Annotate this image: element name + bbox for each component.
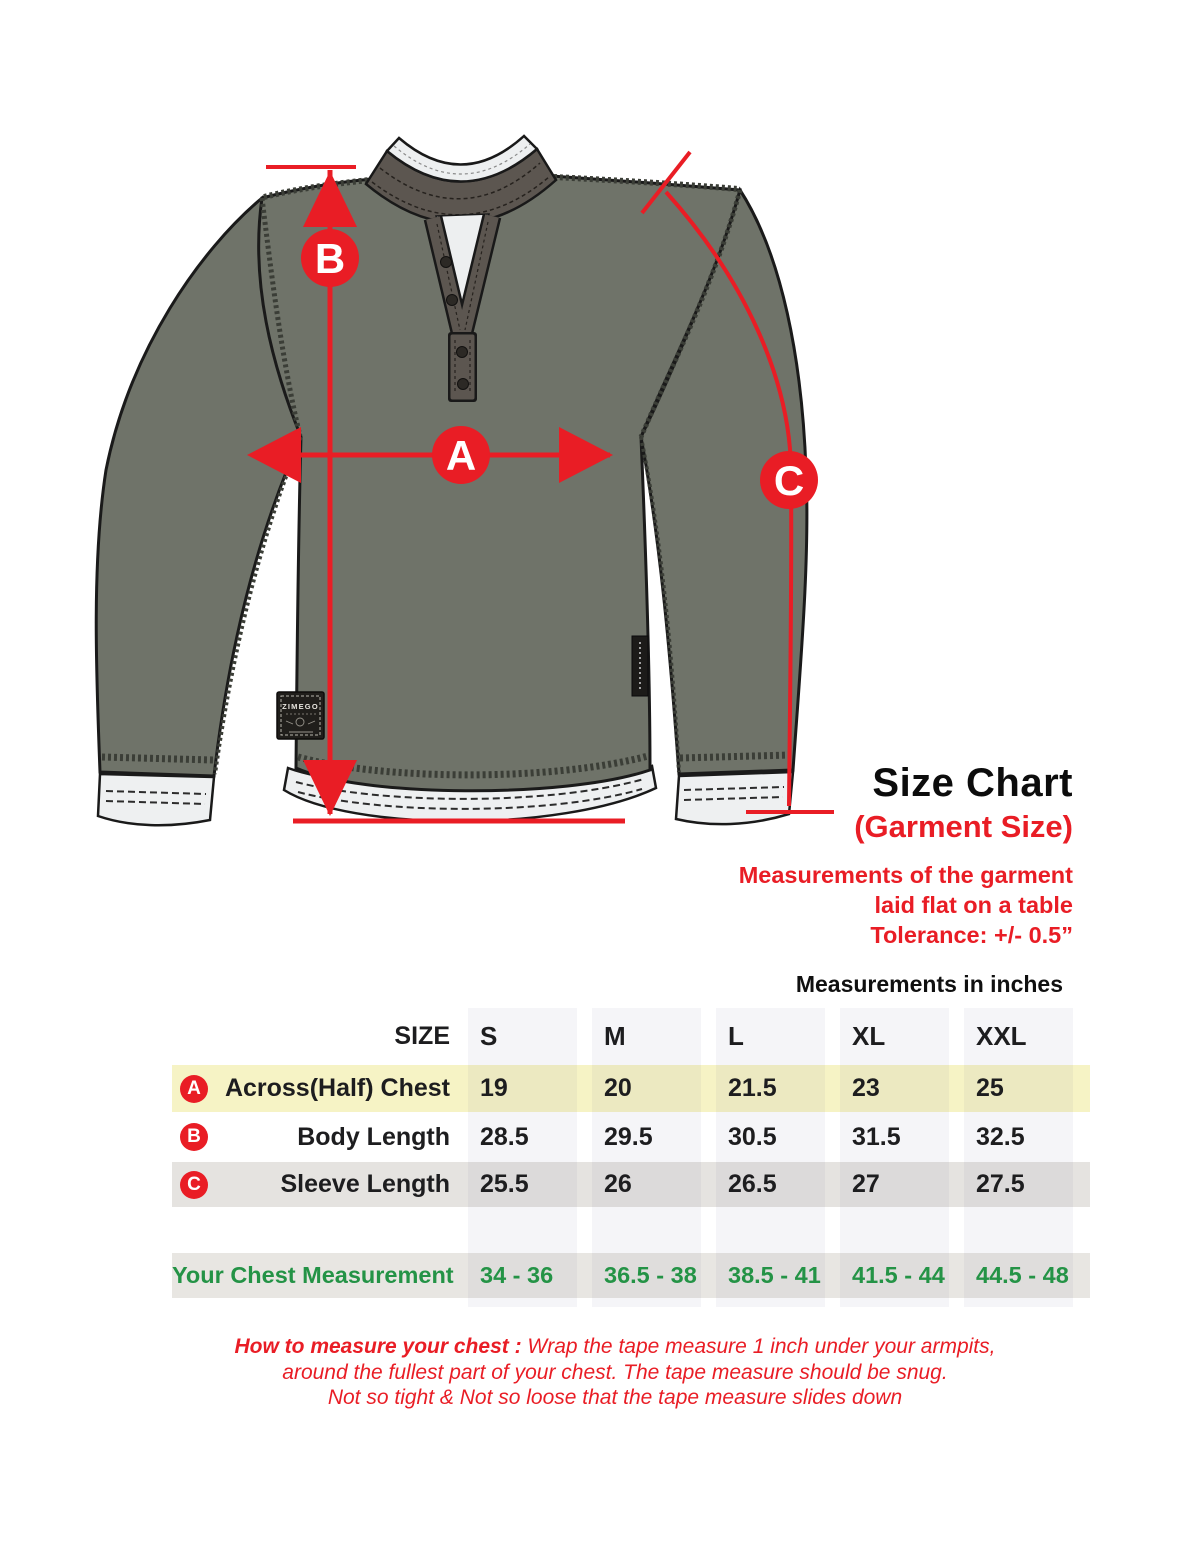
size-col-l: L bbox=[728, 1021, 744, 1051]
marker-c-label: C bbox=[773, 457, 805, 504]
side-tag bbox=[632, 636, 648, 696]
cell-value: 26 bbox=[604, 1170, 632, 1198]
cell-value: 20 bbox=[604, 1074, 632, 1102]
size-header-label: SIZE bbox=[394, 1022, 450, 1050]
page-subtitle: (Garment Size) bbox=[854, 809, 1073, 844]
note-line: Measurements of the garment bbox=[738, 862, 1073, 888]
chest-value: 38.5 - 41 bbox=[728, 1262, 821, 1288]
chest-value: 34 - 36 bbox=[480, 1262, 554, 1288]
chest-value: 41.5 - 44 bbox=[852, 1262, 945, 1288]
chest-value: 44.5 - 48 bbox=[976, 1262, 1069, 1288]
units-label: Measurements in inches bbox=[795, 971, 1063, 997]
cell-value: 26.5 bbox=[728, 1170, 777, 1198]
size-col-m: M bbox=[604, 1021, 626, 1051]
note-line: Tolerance: +/- 0.5” bbox=[870, 922, 1073, 948]
title-block bbox=[739, 760, 1073, 950]
cell-value: 27 bbox=[852, 1170, 880, 1198]
row-marker-b: B bbox=[180, 1123, 208, 1151]
marker-a-label: A bbox=[445, 432, 477, 479]
cell-value: 28.5 bbox=[480, 1123, 529, 1151]
table-row-chest-measurement bbox=[172, 1253, 1090, 1298]
size-table bbox=[172, 1008, 1090, 1307]
instruction-heading: How to measure your chest : bbox=[234, 1335, 522, 1358]
chest-value: 36.5 - 38 bbox=[604, 1262, 697, 1288]
table-header-row bbox=[172, 1008, 1090, 1065]
chest-row-label: Your Chest Measurement bbox=[172, 1262, 454, 1288]
table-row-across-chest bbox=[172, 1065, 1090, 1112]
note-line: laid flat on a table bbox=[874, 892, 1073, 918]
cell-value: 19 bbox=[480, 1074, 508, 1102]
size-col-s: S bbox=[480, 1021, 498, 1051]
left-cuff bbox=[98, 774, 214, 825]
cell-value: 25.5 bbox=[480, 1170, 529, 1198]
cell-value: 29.5 bbox=[604, 1123, 653, 1151]
brand-patch bbox=[277, 692, 324, 739]
cell-value: 27.5 bbox=[976, 1170, 1025, 1198]
row-marker-a: A bbox=[180, 1075, 208, 1103]
cell-value: 30.5 bbox=[728, 1123, 777, 1151]
row-label: Across(Half) Chest bbox=[224, 1074, 450, 1102]
row-label: Body Length bbox=[297, 1123, 450, 1151]
table-row-sleeve-length bbox=[172, 1162, 1090, 1207]
cell-value: 32.5 bbox=[976, 1123, 1025, 1151]
instruction-line-2: around the fullest part of your chest. The tape measure should be snug. bbox=[282, 1360, 948, 1384]
instruction-text: Wrap the tape measure 1 inch under your armpits, bbox=[521, 1335, 996, 1358]
page-title: Size Chart bbox=[872, 761, 1073, 805]
table-row-body-length bbox=[172, 1112, 1090, 1162]
size-col-xl: XL bbox=[852, 1021, 886, 1051]
instruction-line-1 bbox=[150, 1334, 1080, 1360]
marker-b-label: B bbox=[314, 235, 346, 282]
instruction-line-3: Not so tight & Not so loose that the tape measure slides down bbox=[327, 1386, 903, 1409]
measuring-instructions bbox=[150, 1334, 1080, 1411]
cell-value: 31.5 bbox=[852, 1123, 901, 1151]
size-col-xxl: XXL bbox=[976, 1021, 1027, 1051]
cell-value: 21.5 bbox=[728, 1074, 777, 1102]
cell-value: 25 bbox=[976, 1074, 1004, 1102]
patch-brand-text: ZIMEGO bbox=[282, 702, 319, 711]
row-marker-c: C bbox=[180, 1171, 208, 1199]
cell-value: 23 bbox=[852, 1074, 880, 1102]
garment-note bbox=[739, 860, 1073, 950]
row-label: Sleeve Length bbox=[280, 1170, 450, 1198]
